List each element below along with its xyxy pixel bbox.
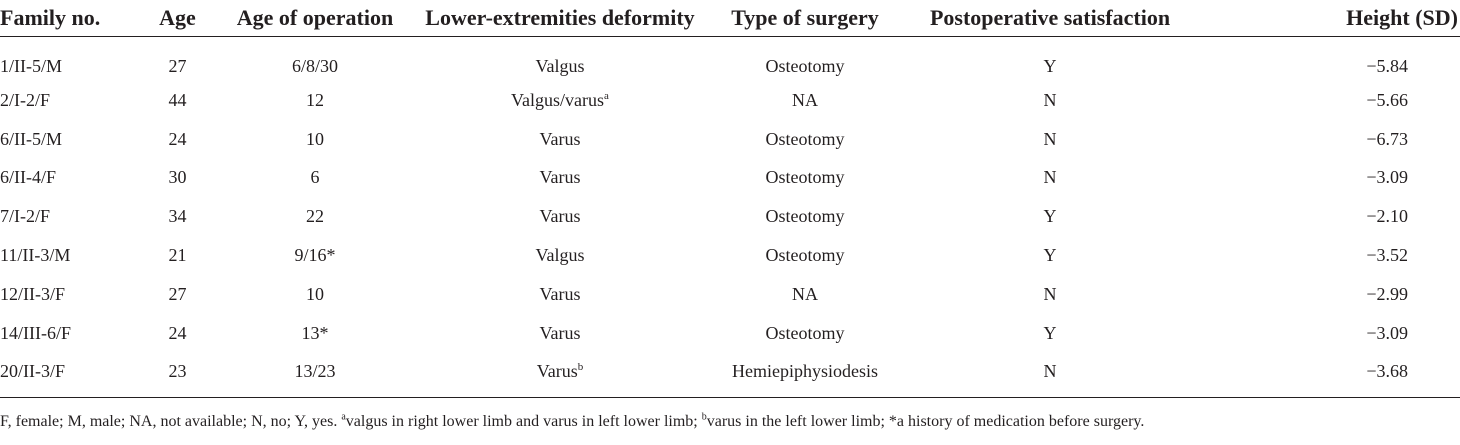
cell-family-no <box>0 197 140 236</box>
footnote-b-text: varus in the left lower limb; <box>706 413 889 430</box>
cell-satisfaction-text: Y <box>1043 55 1057 76</box>
cell-age-of-operation-text: 12 <box>306 89 324 110</box>
cell-family-no <box>0 275 140 314</box>
cell-age <box>140 275 215 314</box>
footnote-abbreviations: F, female; M, male; NA, not available; N, no; Y, yes. <box>0 413 342 430</box>
cell-height <box>1195 159 1460 198</box>
cell-family-no-text: 7/I-2/F <box>0 206 51 227</box>
cell-satisfaction <box>905 275 1195 314</box>
cell-height-text: −2.10 <box>1366 206 1408 227</box>
cell-family-no-text: 14/III-6/F <box>0 322 71 343</box>
header-family-no: Family no. <box>0 5 101 30</box>
cell-age-text: 24 <box>168 322 187 343</box>
cell-satisfaction-text: Y <box>1043 245 1057 266</box>
cell-age-of-operation-text: 10 <box>306 128 324 149</box>
cell-satisfaction <box>905 314 1195 353</box>
cell-satisfaction <box>905 120 1195 159</box>
cell-age-of-operation <box>215 353 415 398</box>
cell-satisfaction-text: Y <box>1043 322 1057 343</box>
cell-family-no <box>0 236 140 275</box>
cell-age-text: 44 <box>168 89 187 110</box>
cell-age-text: 34 <box>168 206 187 227</box>
cell-satisfaction-text: Y <box>1043 206 1057 227</box>
cell-age-of-operation <box>215 120 415 159</box>
cell-age-of-operation <box>215 81 415 120</box>
cell-surgery-type-text: Osteotomy <box>765 167 845 188</box>
cell-age <box>140 120 215 159</box>
cell-age-text: 23 <box>168 361 187 382</box>
header-satisfaction: Postoperative satisfaction <box>929 5 1171 30</box>
cell-satisfaction-text: N <box>1043 89 1057 110</box>
cell-height <box>1195 197 1460 236</box>
cell-family-no-text: 6/II-4/F <box>0 167 56 188</box>
cell-satisfaction <box>905 197 1195 236</box>
footnote-star-text: *a history of medication before surgery. <box>888 413 1145 430</box>
cell-age <box>140 314 215 353</box>
table-row <box>0 353 1460 398</box>
cell-surgery-type <box>705 197 905 236</box>
deformity-footnote-mark: a <box>604 89 609 102</box>
cell-age <box>140 236 215 275</box>
cell-height-text: −3.52 <box>1366 245 1408 266</box>
cell-deformity-text: Varus <box>539 206 581 227</box>
cell-surgery-type-text: Hemiepiphysiodesis <box>732 361 878 382</box>
cell-deformity-text: Varus <box>539 128 581 149</box>
table-row <box>0 159 1460 198</box>
cell-age-of-operation-text: 9/16* <box>294 245 336 266</box>
cell-deformity-text: Varus <box>539 322 581 343</box>
table-row <box>0 37 1460 82</box>
cell-satisfaction-text: N <box>1043 128 1057 149</box>
header-age-of-operation: Age of operation <box>236 5 394 30</box>
table-row <box>0 275 1460 314</box>
cell-deformity <box>415 37 705 82</box>
cell-height <box>1195 275 1460 314</box>
cell-height <box>1195 314 1460 353</box>
cell-height <box>1195 37 1460 82</box>
cell-surgery-type <box>705 236 905 275</box>
cell-age <box>140 81 215 120</box>
table-row <box>0 81 1460 120</box>
cell-family-no <box>0 37 140 82</box>
cell-family-no-text: 1/II-5/M <box>0 55 62 76</box>
cell-satisfaction-text: N <box>1043 167 1057 188</box>
cell-age-text: 30 <box>168 167 187 188</box>
cell-height-text: −3.09 <box>1366 322 1408 343</box>
table-header <box>0 0 1460 37</box>
cell-deformity <box>415 120 705 159</box>
cell-deformity <box>415 236 705 275</box>
cell-age-of-operation-text: 13/23 <box>294 361 336 382</box>
cell-age-text: 21 <box>168 245 187 266</box>
cell-family-no <box>0 81 140 120</box>
cell-age <box>140 197 215 236</box>
cell-age-of-operation-text: 13* <box>301 322 329 343</box>
cell-height-text: −5.66 <box>1366 89 1408 110</box>
cell-surgery-type-text: Osteotomy <box>765 245 845 266</box>
cell-age-of-operation <box>215 236 415 275</box>
cell-height <box>1195 236 1460 275</box>
cell-deformity <box>415 197 705 236</box>
cell-age-of-operation <box>215 197 415 236</box>
cell-height-text: −5.84 <box>1366 55 1408 76</box>
cell-surgery-type <box>705 37 905 82</box>
cell-height <box>1195 81 1460 120</box>
cell-age-of-operation <box>215 314 415 353</box>
cell-deformity-text: Varus <box>539 283 581 304</box>
cell-deformity-text: Valgus/varus <box>511 89 605 110</box>
cell-age-of-operation-text: 6 <box>310 167 320 188</box>
cell-surgery-type <box>705 120 905 159</box>
cell-age <box>140 159 215 198</box>
cell-deformity <box>415 159 705 198</box>
cell-deformity <box>415 353 705 398</box>
cell-family-no <box>0 120 140 159</box>
cell-satisfaction <box>905 81 1195 120</box>
table-body <box>0 37 1460 398</box>
footnote-b-mark: b <box>701 411 707 423</box>
cell-deformity <box>415 314 705 353</box>
table-row <box>0 314 1460 353</box>
cell-deformity-text: Varus <box>539 167 581 188</box>
cell-age-text: 24 <box>168 128 187 149</box>
cell-deformity-text: Valgus <box>535 245 585 266</box>
table-footnote <box>0 412 1144 432</box>
cell-satisfaction-text: N <box>1043 361 1057 382</box>
header-deformity: Lower-extremities deformity <box>425 5 695 30</box>
cell-family-no <box>0 159 140 198</box>
cell-satisfaction <box>905 159 1195 198</box>
cell-satisfaction <box>905 236 1195 275</box>
cell-family-no-text: 11/II-3/M <box>0 245 71 266</box>
cell-age-of-operation-text: 22 <box>306 206 324 227</box>
cell-age <box>140 353 215 398</box>
cell-family-no-text: 6/II-5/M <box>0 128 62 149</box>
cell-deformity-text: Valgus <box>535 55 585 76</box>
cell-surgery-type-text: NA <box>792 283 818 304</box>
cell-family-no <box>0 353 140 398</box>
cell-height <box>1195 120 1460 159</box>
cell-family-no-text: 12/II-3/F <box>0 283 65 304</box>
cell-surgery-type <box>705 81 905 120</box>
cell-height-text: −6.73 <box>1366 128 1408 149</box>
cell-surgery-type-text: Osteotomy <box>765 128 845 149</box>
cell-height <box>1195 353 1460 398</box>
table-row <box>0 236 1460 275</box>
cell-deformity <box>415 81 705 120</box>
cell-surgery-type-text: Osteotomy <box>765 322 845 343</box>
footnote-a-text: valgus in right lower limb and varus in left lower limb; <box>345 413 702 430</box>
cell-satisfaction <box>905 37 1195 82</box>
cell-age-text: 27 <box>168 55 187 76</box>
cell-age-text: 27 <box>168 283 187 304</box>
cell-family-no-text: 2/I-2/F <box>0 89 51 110</box>
header-surgery-type: Type of surgery <box>731 5 879 30</box>
deformity-footnote-mark: b <box>577 361 584 374</box>
cell-age-of-operation <box>215 159 415 198</box>
cell-family-no <box>0 314 140 353</box>
table-row <box>0 197 1460 236</box>
header-age: Age <box>159 5 196 30</box>
cell-surgery-type-text: Osteotomy <box>765 55 845 76</box>
cell-family-no-text: 20/II-3/F <box>0 361 65 382</box>
header-row <box>0 0 1460 37</box>
cell-surgery-type <box>705 159 905 198</box>
header-height: Height (SD) <box>1346 5 1458 30</box>
cell-height-text: −3.68 <box>1366 361 1408 382</box>
cell-surgery-type-text: NA <box>792 89 818 110</box>
cell-deformity-text: Varus <box>536 361 578 382</box>
cell-age-of-operation <box>215 275 415 314</box>
cell-height-text: −3.09 <box>1366 167 1408 188</box>
footnote-a-mark: a <box>341 411 346 423</box>
cell-satisfaction <box>905 353 1195 398</box>
cell-deformity <box>415 275 705 314</box>
cell-surgery-type <box>705 314 905 353</box>
cell-surgery-type <box>705 275 905 314</box>
cell-surgery-type-text: Osteotomy <box>765 206 845 227</box>
cell-age-of-operation-text: 10 <box>306 283 324 304</box>
cell-height-text: −2.99 <box>1366 283 1408 304</box>
table-row <box>0 120 1460 159</box>
cell-age-of-operation-text: 6/8/30 <box>291 55 338 76</box>
cell-satisfaction-text: N <box>1043 283 1057 304</box>
cell-age <box>140 37 215 82</box>
cell-age-of-operation <box>215 37 415 82</box>
cell-surgery-type <box>705 353 905 398</box>
